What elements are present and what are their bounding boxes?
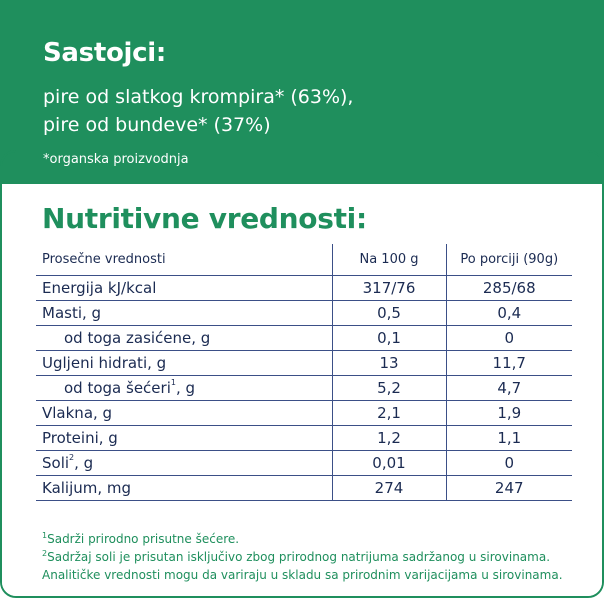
row-per100: 0,5 (332, 300, 446, 325)
table-row (36, 300, 572, 325)
row-per100: 2,1 (332, 400, 446, 425)
row-per100: 274 (332, 475, 446, 500)
footnote-2 (42, 550, 550, 564)
footnote-marker: 2 (69, 452, 75, 462)
nutrition-title: Nutritivne vrednosti: (42, 202, 367, 235)
header-per-portion: Po porciji (90g) (446, 244, 572, 275)
row-portion: 285/68 (446, 275, 572, 300)
organic-note: *organska proizvodnja (43, 152, 189, 167)
table-row (36, 475, 572, 500)
footnote-text: Sadržaj soli je prisutan isključivo zbog prirodnog natrijuma sadržanog u sirovinama. (47, 550, 551, 564)
footnote-marker: 1 (170, 377, 176, 387)
row-label (36, 375, 332, 400)
row-label-text: Soli (42, 453, 70, 472)
table-header-row (36, 244, 572, 275)
footnote-3 (42, 568, 563, 582)
table-row (36, 450, 572, 475)
row-per100: 13 (332, 350, 446, 375)
row-per100: 0,1 (332, 325, 446, 350)
row-portion: 247 (446, 475, 572, 500)
row-label: Energija kJ/kcal (36, 275, 332, 300)
row-label: Proteini, g (36, 425, 332, 450)
header-per-100g: Na 100 g (332, 244, 446, 275)
footnote-marker: 2 (42, 549, 48, 558)
row-per100: 1,2 (332, 425, 446, 450)
row-label: Vlakna, g (36, 400, 332, 425)
table-row (36, 375, 572, 400)
table-row (36, 425, 572, 450)
row-per100: 5,2 (332, 375, 446, 400)
row-per100: 0,01 (332, 450, 446, 475)
footnote-marker: 1 (42, 531, 48, 540)
header-average-values: Prosečne vrednosti (36, 244, 332, 275)
row-portion: 0 (446, 325, 572, 350)
table-row (36, 275, 572, 300)
row-portion: 1,9 (446, 400, 572, 425)
nutrition-table (36, 244, 572, 501)
row-label: od toga zasićene, g (36, 325, 332, 350)
row-label-unit: , g (175, 378, 196, 397)
ingredients-line-2: pire od bundeve* (37%) (43, 114, 271, 136)
row-portion: 1,1 (446, 425, 572, 450)
footnote-text: Sadrži prirodno prisutne šećere. (47, 532, 240, 546)
row-label: Kalijum, mg (36, 475, 332, 500)
row-portion: 0 (446, 450, 572, 475)
row-label-unit: , g (74, 453, 94, 472)
ingredients-line-1: pire od slatkog krompira* (63%), (43, 86, 354, 108)
row-label-text: od toga šećeri (64, 378, 171, 397)
row-portion: 0,4 (446, 300, 572, 325)
footnote-text: Analitičke vrednosti mogu da variraju u skladu sa prirodnim varijacijama u sirovinama. (42, 568, 563, 582)
row-label: Ugljeni hidrati, g (36, 350, 332, 375)
row-label: Masti, g (36, 300, 332, 325)
table-row (36, 400, 572, 425)
row-portion: 4,7 (446, 375, 572, 400)
row-per100: 317/76 (332, 275, 446, 300)
table-row (36, 325, 572, 350)
footnote-1 (42, 532, 239, 546)
table-row (36, 350, 572, 375)
row-label (36, 450, 332, 475)
row-portion: 11,7 (446, 350, 572, 375)
ingredients-title: Sastojci: (43, 38, 166, 68)
